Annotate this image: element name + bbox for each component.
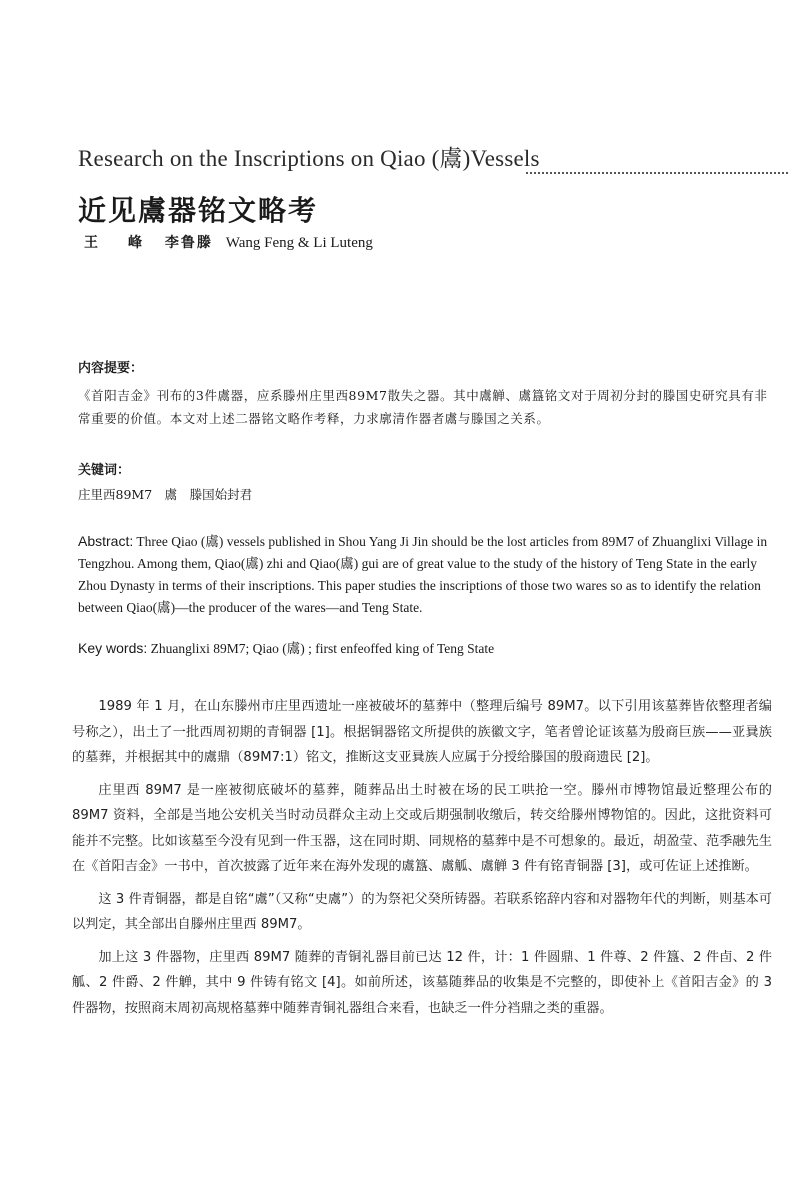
abstract-en-label: Abstract:: [78, 533, 134, 549]
abstract-cn-heading: 内容提要：: [78, 361, 144, 376]
keywords-en: [78, 637, 768, 657]
abstract-cn-text: 《首阳吉金》刊布的3件鬳器，应系滕州庄里西89M7散失之器。其中鬳觯、鬳簋铭文对于周初分封的滕国史研究具有非常重要的价值。本文对上述二器铭文略作考释，力求廓清作器者鬳与滕国之关系。: [78, 388, 768, 426]
author-1-cn: 王 峰: [84, 235, 150, 251]
authors-en: Wang Feng & Li Luteng: [225, 235, 373, 251]
abstract-en: [78, 530, 768, 619]
english-title: Research on the Inscriptions on Qiao (鬳)Vessels: [78, 146, 540, 171]
title-dotted-rule: [526, 172, 788, 174]
body-paragraph-4: 加上这 3 件器物，庄里西 89M7 随葬的青铜礼器目前已达 12 件，计：1 件圆鼎、1 件尊、2 件簋、2 件卣、2 件觚、2 件爵、2 件觯，其中 9 件铸有铭文 [4]。如前所述，该墓随葬品的收集是不完整的，即使补上《首阳吉金》的 3 件器物，按照商末周初高规格墓葬中随葬青铜礼器组合来看，也缺乏一件分裆鼎之类的重器。: [72, 949, 772, 1016]
abstract-en-text: Three Qiao (鬳) vessels published in Shou Yang Ji Jin should be the lost articles from 89M7 of Zhuanglixi Village in Tengzhou. Among them, Qiao(鬳) zhi and Qiao(鬳) gui are of great value to the study of the history of Teng State in the early Zhou Dynasty in terms of their inscriptions. This paper studies the inscriptions of those two wares so as to identify the relation between Qiao(鬳)—the producer of the wares—and Teng State.: [78, 534, 768, 615]
body-paragraph-3: 这 3 件青铜器，都是自铭“鬳”（又称“史鬳”）的为祭祀父癸所铸器。若联系铭辞内容和对器物年代的判断，则基本可以判定，其全部出自滕州庄里西 89M7。: [72, 891, 772, 932]
author-2-cn: 李鲁滕: [164, 235, 213, 251]
chinese-title: 近见鬳器铭文略考: [78, 194, 319, 227]
keywords-en-label: Key words:: [78, 640, 148, 656]
authors-line: [84, 232, 373, 252]
body-paragraph-1: 1989 年 1 月，在山东滕州市庄里西遗址一座被破坏的墓葬中（整理后编号 89M7。以下引用该墓葬皆依整理者编号称之），出土了一批西周初期的青铜器 [1]。根据铜器铭文所提供的族徽文字，笔者曾论证该墓为殷商巨族——亚㠱族的墓葬，并根据其中的鬳鼎（89M7:1）铭文，推断这支亚㠱族人应属于分授给滕国的殷商遗民 [2]。: [72, 699, 772, 765]
body-paragraph-2: 庄里西 89M7 是一座被彻底破坏的墓葬，随葬品出土时被在场的民工哄抢一空。滕州市博物馆最近整理公布的 89M7 资料，全部是当地公安机关当时动员群众主动上交或后期强制收缴后，转交给滕州博物馆的。因此，这批资料可能并不完整。比如该墓至今没有见到一件玉器，这在同时期、同规格的墓葬中是不可想象的。最近，胡盈莹、范季融先生在《首阳吉金》一书中，首次披露了近年来在海外发现的鬳簋、鬳觚、鬳觯 3 件有铭青铜器 [3]，或可佐证上述推断。: [72, 782, 772, 874]
body-text: [72, 694, 772, 1028]
keywords-cn-heading: 关键词：: [78, 463, 131, 478]
keywords-en-text: Zhuanglixi 89M7; Qiao (鬳) ; first enfeoffed king of Teng State: [150, 641, 495, 656]
keywords-cn-text: 庄里西89M7 鬳 滕国始封君: [78, 487, 253, 502]
